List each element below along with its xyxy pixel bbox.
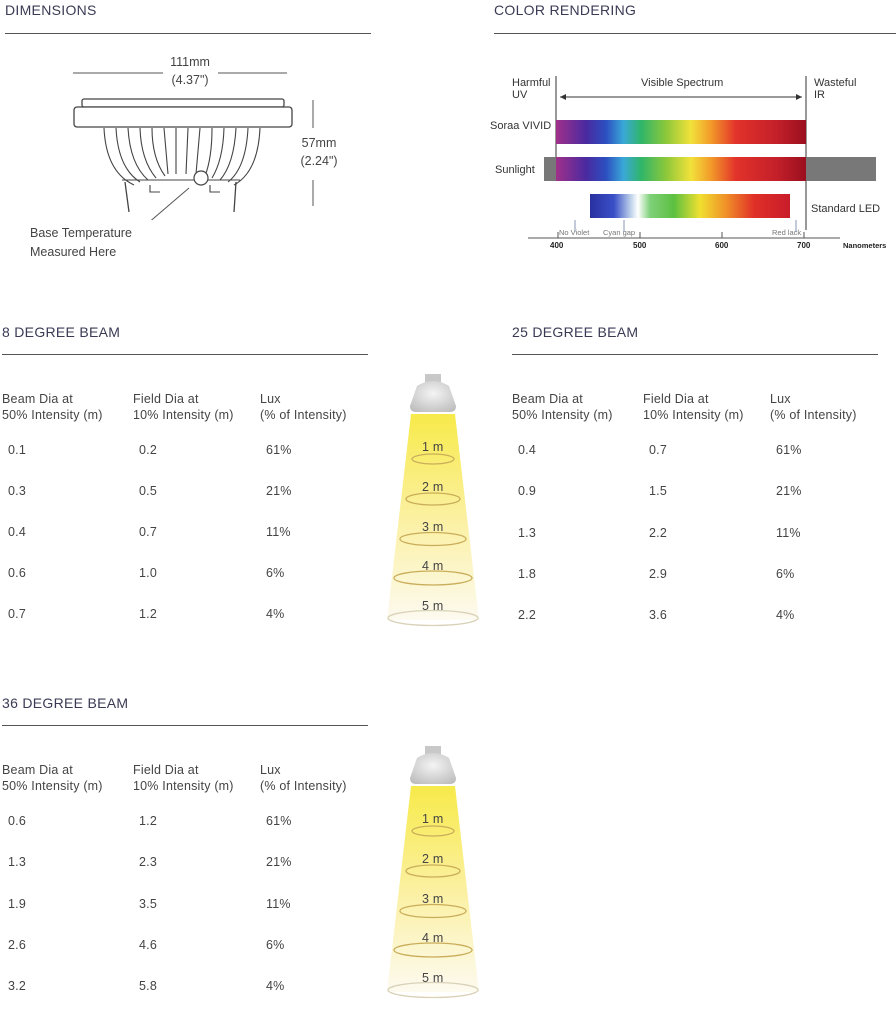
beam-8-cell: 0.2 [139, 443, 157, 457]
beam-36-header-field [133, 762, 234, 794]
hdr-line: Field Dia at [643, 392, 709, 406]
hdr-line: Beam Dia at [2, 392, 73, 406]
beam-8-cell: 0.6 [8, 566, 26, 580]
beam-8-cell: 0.3 [8, 484, 26, 498]
beam-25-cell: 2.9 [649, 567, 667, 581]
width-in: (4.37") [171, 73, 209, 87]
beam-36-cell: 3.2 [8, 979, 26, 993]
dimensions-title: DIMENSIONS [5, 2, 97, 18]
beam-8-title: 8 DEGREE BEAM [2, 324, 121, 340]
hdr-line: Lux [770, 392, 791, 406]
beam-25-cell: 4% [776, 608, 795, 622]
base-note-line1: Base Temperature [30, 226, 132, 240]
distance-label: 2 m [422, 480, 444, 494]
beam-36-cell: 6% [266, 938, 285, 952]
beam-25-cell: 1.8 [518, 567, 536, 581]
hdr-line: Lux [260, 763, 281, 777]
beam-25-header-lux [770, 391, 857, 423]
beam-36-cell: 11% [266, 897, 291, 911]
distance-label: 3 m [422, 520, 444, 534]
beam-25-cell: 1.5 [649, 484, 667, 498]
beam-8-header-beam [2, 391, 103, 423]
beam-36-cell: 5.8 [139, 979, 157, 993]
row-label-sunlight: Sunlight [495, 164, 535, 176]
beam-25-cell: 21% [776, 484, 802, 498]
width-mm: 111mm [170, 55, 210, 69]
hdr-line: (% of Intensity) [770, 408, 857, 422]
beam-36-cell: 4.6 [139, 938, 157, 952]
beam-25-cell: 2.2 [649, 526, 667, 540]
beam-8-cell: 4% [266, 607, 285, 621]
hdr-line: Field Dia at [133, 763, 199, 777]
beam-25-title: 25 DEGREE BEAM [512, 324, 639, 340]
beam-8-cell: 61% [266, 443, 292, 457]
base-temperature-note [30, 224, 132, 262]
wasteful-line2: IR [814, 89, 825, 101]
beam-36-cell: 61% [266, 814, 292, 828]
distance-label: 5 m [422, 971, 444, 985]
hdr-line: Field Dia at [133, 392, 199, 406]
beam-25-cell: 6% [776, 567, 795, 581]
beam-25-cell: 0.7 [649, 443, 667, 457]
hdr-line: (% of Intensity) [260, 408, 347, 422]
harmful-line2: UV [512, 89, 528, 101]
wasteful-line1: Wasteful [814, 77, 857, 89]
beam-25-cell: 61% [776, 443, 802, 457]
distance-label: 1 m [422, 812, 444, 826]
beam-36-header-beam [2, 762, 103, 794]
hdr-line: Beam Dia at [2, 763, 73, 777]
hdr-line: (% of Intensity) [260, 779, 347, 793]
beam-8-cell: 0.7 [139, 525, 157, 539]
beam-8-cell: 21% [266, 484, 292, 498]
tick-500: 500 [633, 241, 647, 250]
hdr-line: Beam Dia at [512, 392, 583, 406]
lamp-dimension-drawing [0, 40, 370, 220]
hdr-line: Lux [260, 392, 281, 406]
hdr-line: 10% Intensity (m) [133, 408, 234, 422]
color-rendering-title: COLOR RENDERING [494, 2, 637, 18]
color-rendering-rule [494, 33, 896, 34]
beam-25-cell: 0.4 [518, 443, 536, 457]
beam-8-rule [2, 354, 368, 355]
tick-700: 700 [797, 241, 811, 250]
beam-25-cell: 1.3 [518, 526, 536, 540]
beam-25-rule [512, 354, 878, 355]
beam-cone-illustration [380, 372, 486, 634]
distance-label: 4 m [422, 559, 444, 573]
beam-8-header-lux [260, 391, 347, 423]
beam-36-cell: 2.6 [8, 938, 26, 952]
beam-36-cell: 0.6 [8, 814, 26, 828]
beam-8-cell: 0.4 [8, 525, 26, 539]
distance-label: 4 m [422, 931, 444, 945]
annotation-red-lack: Red lack [772, 228, 802, 237]
tick-600: 600 [715, 241, 729, 250]
visible-spectrum-label: Visible Spectrum [641, 77, 724, 89]
height-in: (2.24") [300, 154, 338, 168]
beam-36-cell: 1.3 [8, 855, 26, 869]
hdr-line: 50% Intensity (m) [2, 408, 103, 422]
hdr-line: 50% Intensity (m) [512, 408, 613, 422]
beam-36-header-lux [260, 762, 347, 794]
beam-36-rule [2, 725, 368, 726]
row-label-soraa-vivid: Soraa VIVID [490, 120, 552, 132]
hdr-line: 10% Intensity (m) [133, 779, 234, 793]
beam-25-cell: 11% [776, 526, 801, 540]
beam-8-cell: 0.5 [139, 484, 157, 498]
distance-label: 1 m [422, 440, 444, 454]
beam-8-cell: 11% [266, 525, 291, 539]
height-mm: 57mm [301, 136, 337, 150]
hdr-line: 50% Intensity (m) [2, 779, 103, 793]
beam-36-cell: 4% [266, 979, 285, 993]
distance-label: 3 m [422, 892, 444, 906]
beam-25-header-field [643, 391, 744, 423]
dimensions-rule [5, 33, 371, 34]
beam-36-cell: 1.2 [139, 814, 157, 828]
axis-label-nanometers: Nanometers [843, 241, 887, 250]
beam-36-cell: 1.9 [8, 897, 26, 911]
beam-36-cell: 2.3 [139, 855, 157, 869]
beam-36-title: 36 DEGREE BEAM [2, 695, 129, 711]
beam-cone-illustration [380, 744, 486, 1006]
row-label-standard-led: Standard LED [811, 203, 881, 215]
beam-8-cell: 0.7 [8, 607, 26, 621]
distance-label: 5 m [422, 599, 444, 613]
beam-36-cell: 3.5 [139, 897, 157, 911]
beam-25-header-beam [512, 391, 613, 423]
base-note-line2: Measured Here [30, 245, 117, 259]
beam-25-cell: 3.6 [649, 608, 667, 622]
hdr-line: 10% Intensity (m) [643, 408, 744, 422]
beam-25-cell: 0.9 [518, 484, 536, 498]
harmful-line1: Harmful [512, 77, 551, 89]
distance-label: 2 m [422, 852, 444, 866]
beam-36-cell: 21% [266, 855, 292, 869]
beam-8-cell: 1.0 [139, 566, 157, 580]
beam-8-header-field [133, 391, 234, 423]
beam-8-cell: 1.2 [139, 607, 157, 621]
beam-8-cell: 0.1 [8, 443, 26, 457]
beam-25-cell: 2.2 [518, 608, 536, 622]
beam-8-cell: 6% [266, 566, 285, 580]
tick-400: 400 [550, 241, 564, 250]
annotation-no-violet: No Violet [559, 228, 590, 237]
annotation-cyan-gap: Cyan gap [603, 228, 636, 237]
